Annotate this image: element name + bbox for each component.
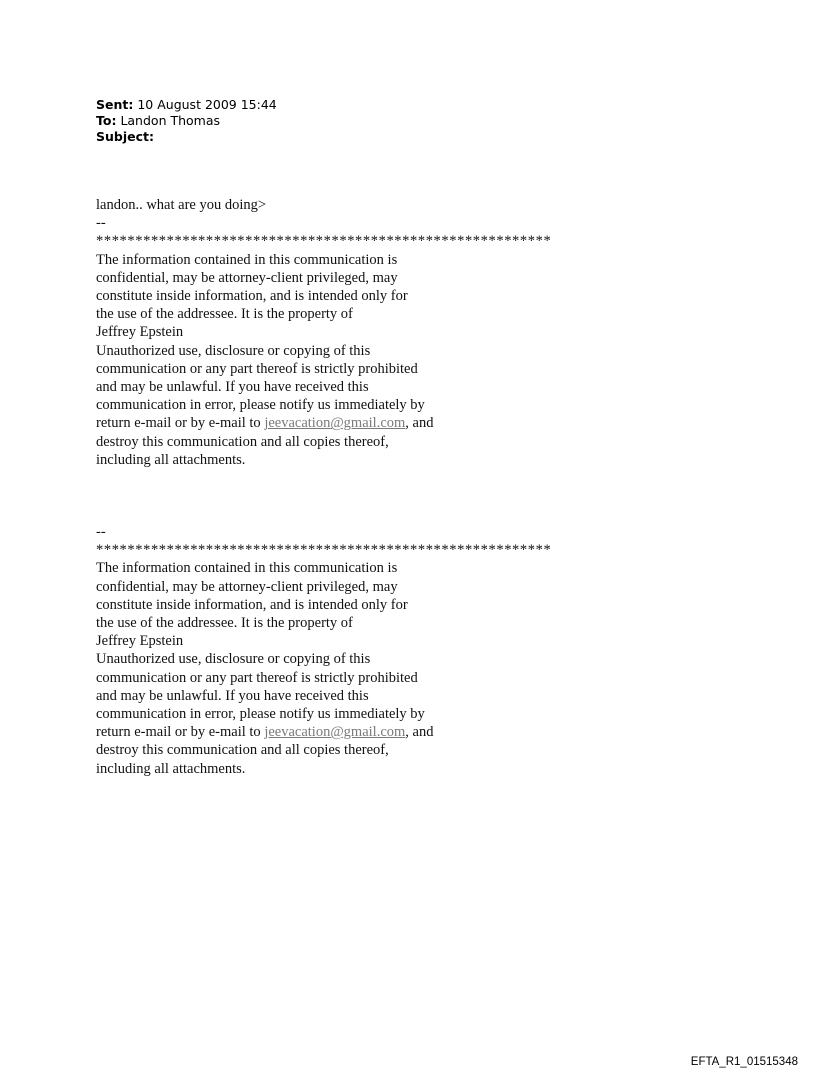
disclaimer-line: including all attachments.: [96, 451, 246, 468]
email-body: [96, 196, 696, 778]
return-suffix: , and: [405, 724, 434, 741]
disclaimer-line: The information contained in this communication is: [96, 560, 398, 577]
email-header: [96, 97, 277, 145]
disclaimer-line: the use of the addressee. It is the property of: [96, 615, 353, 632]
disclaimer-line: the use of the addressee. It is the property of: [96, 306, 353, 323]
disclaimer-line: Unauthorized use, disclosure or copying of this: [96, 651, 371, 668]
disclaimer-line: destroy this communication and all copies thereof,: [96, 433, 389, 450]
disclaimer-line: communication in error, please notify us immediately by: [96, 706, 425, 723]
disclaimer-line: Jeffrey Epstein: [96, 324, 184, 341]
disclaimer-line: confidential, may be attorney-client privileged, may: [96, 578, 398, 595]
signature-separator: --: [96, 215, 106, 232]
disclaimer-stars: **********************************************************: [96, 233, 552, 250]
disclaimer-line: destroy this communication and all copies thereof,: [96, 742, 389, 759]
disclaimer-line: and may be unlawful. If you have received this: [96, 379, 369, 396]
subject-row: [96, 129, 277, 145]
disclaimer-line: confidential, may be attorney-client privileged, may: [96, 269, 398, 286]
disclaimer-block-2: [96, 523, 696, 778]
return-suffix: , and: [405, 415, 434, 432]
sent-value: 10 August 2009 15:44: [137, 97, 277, 112]
to-row: [96, 113, 277, 129]
disclaimer-line: and may be unlawful. If you have received this: [96, 687, 369, 704]
disclaimer-line: constitute inside information, and is intended only for: [96, 288, 408, 305]
spacer: [96, 469, 696, 523]
disclaimer-return-line: [96, 723, 696, 741]
disclaimer-line: communication or any part thereof is strictly prohibited: [96, 360, 418, 377]
email-link[interactable]: jeevacation@gmail.com: [264, 724, 406, 741]
disclaimer-line: Unauthorized use, disclosure or copying of this: [96, 342, 371, 359]
signature-separator: --: [96, 524, 106, 541]
to-value: Landon Thomas: [120, 113, 221, 128]
disclaimer-line: communication in error, please notify us immediately by: [96, 397, 425, 414]
disclaimer-line: Jeffrey Epstein: [96, 633, 184, 650]
disclaimer-line: including all attachments.: [96, 760, 246, 777]
sent-label: Sent:: [96, 97, 134, 112]
disclaimer-line: The information contained in this communication is: [96, 251, 398, 268]
return-prefix: return e-mail or by e-mail to: [96, 724, 265, 741]
disclaimer-stars: **********************************************************: [96, 542, 552, 559]
disclaimer-line: communication or any part thereof is strictly prohibited: [96, 669, 418, 686]
disclaimer-line: constitute inside information, and is intended only for: [96, 596, 408, 613]
return-prefix: return e-mail or by e-mail to: [96, 415, 265, 432]
sent-row: [96, 97, 277, 113]
document-id: EFTA_R1_01515348: [690, 1056, 798, 1068]
to-label: To:: [96, 113, 117, 128]
message-text: landon.. what are you doing>: [96, 197, 267, 213]
email-link[interactable]: jeevacation@gmail.com: [264, 415, 406, 432]
disclaimer-return-line: [96, 414, 696, 432]
disclaimer-block-1: [96, 214, 696, 469]
subject-label: Subject:: [96, 129, 154, 144]
